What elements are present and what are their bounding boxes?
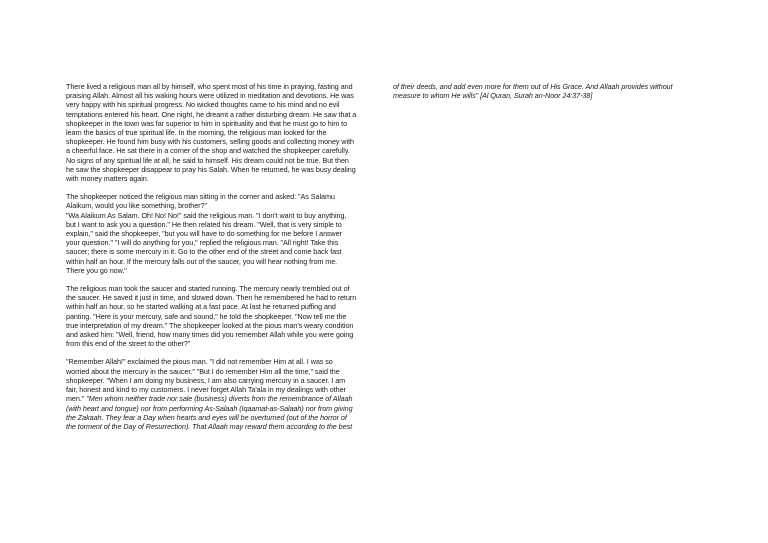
text-line: with money matters again. <box>66 174 149 184</box>
text-line: of their deeds, and add even more for them out of His Grace. And Allaah provides without <box>393 82 673 91</box>
text-line: shopkeeper. He found him busy with his customers, selling goods and collecting money with <box>66 137 354 147</box>
text-line: worried about the mercury in the saucer." "But I do remember Him all the time," said the <box>66 366 340 376</box>
text-line: saucer; there is some mercury in it. Go to the other end of the street and come back fast <box>66 247 342 257</box>
left-text-column <box>66 82 374 440</box>
text-line: fair, honest and kind to my customers. I never forget Allah Ta'ala in my dealings with other <box>66 385 346 395</box>
text-line: the Zakaah. They fear a Day when hearts and eyes will be overturned (out of the horror of <box>66 412 347 422</box>
text-line: the saucer. He saved it just in time, and slowed down. Then he remembered he had to return <box>66 293 357 303</box>
paragraph-shopkeeper-dialogue <box>66 192 374 275</box>
paragraph-remember-allah <box>66 357 374 431</box>
text-line: very happy with his spiritual progress. No wicked thoughts came to his mind and no evil <box>66 100 340 110</box>
text-line: your question." "I will do anything for you," replied the religious man. "All right! Take this <box>66 238 339 248</box>
text-line: "Remember Allah!" exclaimed the pious man. "I did not remember Him at all. I was so <box>66 357 333 367</box>
text-line: (with heart and tongue) nor from performing As-Salaah (Iqaamat-as-Salaah) nor from giving <box>66 403 353 413</box>
text-line-mixed <box>66 394 374 403</box>
text-line: true interpretation of my dream." The shopkeeper looked at the pious man's weary condition <box>66 320 354 330</box>
text-line: from this end of the street to the other?" <box>66 339 191 349</box>
paragraph-mercury-test <box>66 284 374 348</box>
text-fragment-plain: men." <box>66 394 87 404</box>
text-line: learn the basics of true spiritual life. In the morning, the religious man looked for the <box>66 128 327 138</box>
text-line: shopkeeper in the town was far superior to him in spirituality and that he must go to him to <box>66 118 348 128</box>
text-line: The shopkeeper noticed the religious man sitting in the corner and asked: "As Salamu <box>66 192 335 202</box>
text-line: he saw the shopkeeper disappear to pray his Salah. When he returned, he was busy dealing <box>66 164 356 174</box>
text-line: temptations entered his heart. One night, he dreamt a rather disturbing dream. He saw that a <box>66 109 357 119</box>
text-line: a cheerful face. He sat there in a corner of the shop and watched the shopkeeper carefully. <box>66 146 350 156</box>
text-line: Alaikum, would you like something, brother?" <box>66 201 207 211</box>
right-text-column <box>393 82 703 109</box>
text-line: No signs of any spiritual life at all, he said to himself. His dream could not be true. But then <box>66 155 349 165</box>
text-line: but I want to ask you a question." He then related his dream. "Well, that is very simple to <box>66 219 342 229</box>
text-line: within half an hour, so he started walking at a fast pace. At last he returned puffing and <box>66 302 336 312</box>
text-line: the torment of the Day of Resurrection). That Allaah may reward them according to the best <box>66 421 353 431</box>
paragraph-intro <box>66 82 374 183</box>
text-line: "Wa Alaikum As Salam. Oh! No! No!" said the religious man. "I don't want to buy anything, <box>66 210 347 220</box>
text-line: praising Allah. Almost all his waking hours were utilized in meditation and devotions. He was <box>66 91 354 101</box>
text-line: panting. "Here is your mercury, safe and sound," he told the shopkeeper. "Now tell me the <box>66 311 347 321</box>
text-line: shopkeeper. "When I am doing my business, I am also carrying mercury in a saucer. I am <box>66 375 346 385</box>
text-line: There lived a religious man all by himself, who spent most of his time in praying, fasting and <box>66 82 353 91</box>
paragraph-quran-quote-end <box>393 82 703 100</box>
text-line: There you go now." <box>66 265 127 275</box>
text-line: within half an hour. If the mercury falls out of the saucer, you will hear nothing from me. <box>66 256 338 266</box>
text-line: The religious man took the saucer and started running. The mercury nearly trembled out of <box>66 284 350 294</box>
text-line: measure to whom He wills" [Al Quran, Surah an-Noor 24:37-38] <box>393 91 593 101</box>
text-line: and asked him: "Well, friend, how many times did you remember Allah while you were going <box>66 330 354 340</box>
text-line: explain," said the shopkeeper, "but you will have to do something for me before I answer <box>66 229 342 239</box>
text-fragment-italic: "Men whom neither trade nor sale (business) diverts from the remembrance of Allaah <box>86 394 353 404</box>
